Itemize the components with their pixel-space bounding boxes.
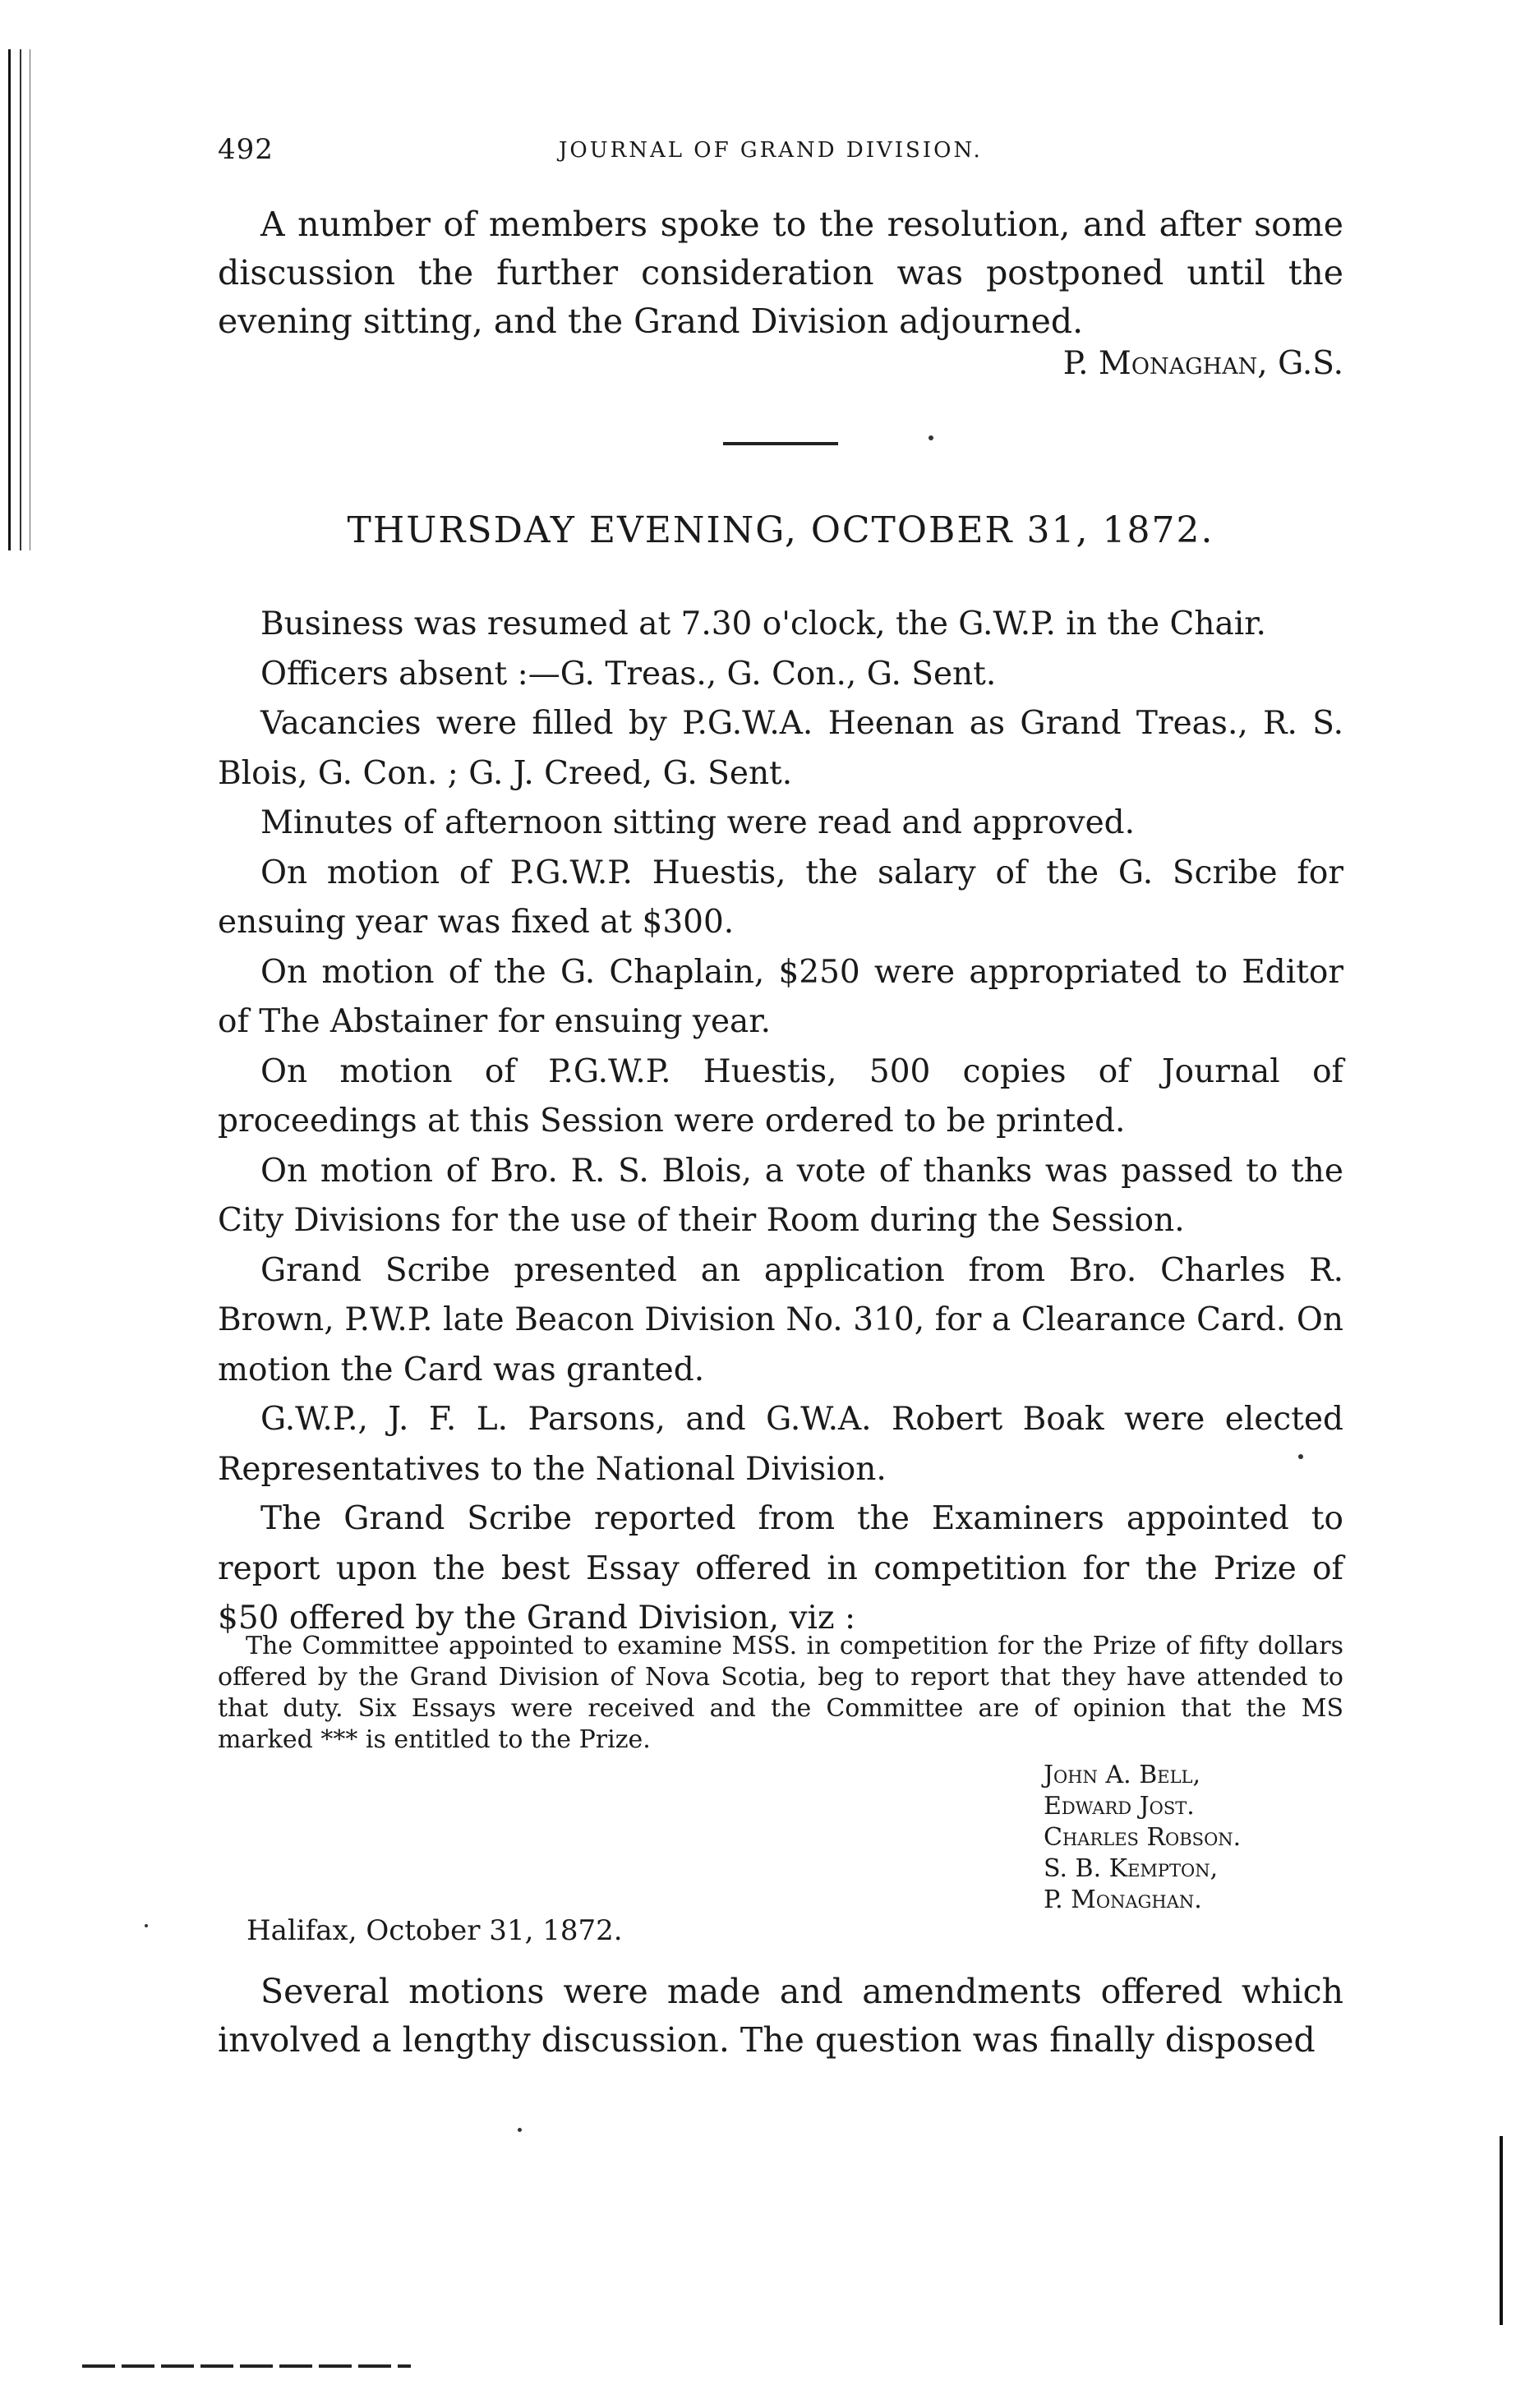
scan-right-edge — [1498, 2136, 1504, 2325]
committee-signers — [1044, 1760, 1241, 1916]
page-number: 492 — [218, 133, 274, 166]
intro-signature — [1063, 345, 1343, 382]
section-divider-rule — [723, 442, 838, 445]
speck — [1298, 1454, 1303, 1459]
paragraph-abstainer: On motion of the G. Chaplain, $250 were appropriated to Editor of The Abstainer for ensuing year. — [218, 953, 1343, 1040]
speck — [928, 435, 933, 440]
closing-paragraph: Several motions were made and amendments offered which involved a lengthy discussion. The question was finally disposed — [218, 1972, 1343, 2060]
signer-1: John A. Bell, — [1044, 1761, 1201, 1789]
page-header — [218, 133, 1343, 174]
scan-bottom-edge — [82, 2364, 411, 2368]
paragraph-journal-copies: On motion of P.G.W.P. Huestis, 500 copies of Journal of proceedings at this Session were ordered to be printed. — [218, 1052, 1343, 1140]
paragraph-essay-report: The Grand Scribe reported from the Examiners appointed to report upon the best Essay offered in competition for the Prize of $50 offered by the Grand Division, viz : — [218, 1500, 1343, 1637]
scan-binding-edge — [0, 49, 35, 550]
section-body — [218, 600, 1343, 1644]
section-heading: THURSDAY EVENING, OCTOBER 31, 1872. — [347, 509, 1214, 551]
paragraph-salary: On motion of P.G.W.P. Huestis, the salary of the G. Scribe for ensuing year was fixed at $300. — [218, 854, 1343, 941]
report-date-line: Halifax, October 31, 1872. — [247, 1914, 623, 1947]
signer-5: P. Monaghan. — [1044, 1885, 1202, 1914]
signer-3: Charles Robson. — [1044, 1823, 1242, 1852]
paragraph-clearance-card: Grand Scribe presented an application from Bro. Charles R. Brown, P.W.P. late Beacon Division No. 310, for a Clearance Card. On motion the Card was granted. — [218, 1251, 1343, 1388]
intro-paragraph: A number of members spoke to the resolution, and after some discussion the further consideration was postponed until the evening sitting, and the Grand Division adjourned. — [218, 205, 1343, 341]
paragraph-minutes: Minutes of afternoon sitting were read and approved. — [260, 804, 1136, 841]
paragraph-officers-absent: Officers absent :—G. Treas., G. Con., G. Sent. — [260, 655, 997, 693]
committee-report-text: The Committee appointed to examine MSS. in competition for the Prize of fifty dollars offered by the Grand Division of Nova Scotia, beg to report that they have attended to that duty. Six Essays were received and the Committee are of opinion that the MS marked *** is entitled to the Prize. — [218, 1632, 1343, 1754]
intro-paragraph-block — [218, 200, 1343, 346]
speck — [145, 1924, 148, 1927]
closing-block — [218, 1968, 1343, 2065]
paragraph-vacancies: Vacancies were filled by P.G.W.A. Heenan as Grand Treas., R. S. Blois, G. Con. ; G. J. Creed, G. Sent. — [218, 705, 1343, 792]
signature-text: P. Monaghan, G.S. — [1062, 345, 1343, 382]
speck — [518, 2128, 522, 2132]
signer-2: Edward Jost. — [1044, 1792, 1195, 1821]
signer-4: S. B. Kempton, — [1044, 1854, 1219, 1883]
paragraph-representatives: G.W.P., J. F. L. Parsons, and G.W.A. Robert Boak were elected Representatives to the National Division. — [218, 1401, 1343, 1488]
committee-report-block — [218, 1631, 1343, 1756]
running-head: JOURNAL OF GRAND DIVISION. — [559, 138, 983, 163]
paragraph-vote-of-thanks: On motion of Bro. R. S. Blois, a vote of thanks was passed to the City Divisions for the use of their Room during the Session. — [218, 1152, 1343, 1239]
paragraph-business-resumed: Business was resumed at 7.30 o'clock, the G.W.P. in the Chair. — [260, 605, 1266, 642]
